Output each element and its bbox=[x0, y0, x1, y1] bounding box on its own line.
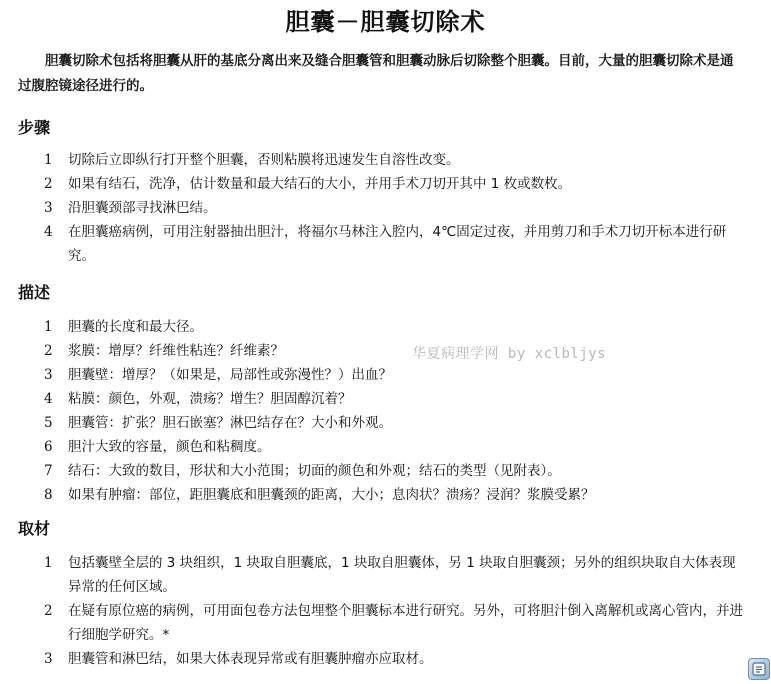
list-item bbox=[18, 459, 746, 483]
list-item bbox=[18, 599, 746, 647]
item-text: 胆囊管和淋巴结，如果大体表现异常或有胆囊肿瘤亦应取材。 bbox=[68, 651, 433, 667]
intro-paragraph: 胆囊切除术包括将胆囊从肝的基底分离出来及缝合胆囊管和胆囊动脉后切除整个胆囊。目前，大量的胆囊切除术是通过腹腔镜途径进行的。 bbox=[18, 53, 734, 94]
sampling-heading: 取材 bbox=[18, 519, 51, 538]
list-item bbox=[18, 387, 746, 411]
app-icon[interactable] bbox=[748, 658, 770, 680]
item-text: 切除后立即纵行打开整个胆囊，否则粘膜将迅速发生自溶性改变。 bbox=[68, 152, 460, 168]
watermark: 华夏病理学网 by xclbljys bbox=[412, 346, 607, 362]
item-text: 粘膜：颜色，外观，溃疡？增生？胆固醇沉着？ bbox=[68, 391, 352, 407]
list-item bbox=[18, 196, 746, 220]
item-text: 胆汁大致的容量，颜色和粘稠度。 bbox=[68, 439, 271, 455]
item-number: 8 bbox=[44, 487, 53, 503]
list-item bbox=[18, 411, 746, 435]
item-text: 在胆囊癌病例，可用注射器抽出胆汁，将福尔马林注入腔内，4℃固定过夜，并用剪刀和手术刀切开标本进行研究。 bbox=[68, 224, 727, 264]
item-number: 4 bbox=[44, 391, 53, 407]
list-item bbox=[18, 339, 746, 363]
item-number: 7 bbox=[44, 463, 53, 479]
item-number: 3 bbox=[44, 367, 53, 383]
item-text: 浆膜：增厚？纤维性粘连？纤维素？ bbox=[68, 343, 284, 359]
steps-heading: 步骤 bbox=[18, 118, 51, 137]
list-item bbox=[18, 220, 746, 268]
sampling-list bbox=[18, 551, 746, 671]
page-title: 胆囊－胆囊切除术 bbox=[285, 8, 486, 36]
item-number: 2 bbox=[44, 176, 53, 192]
item-number: 1 bbox=[44, 152, 53, 168]
item-text: 沿胆囊颈部寻找淋巴结。 bbox=[68, 200, 217, 216]
item-number: 3 bbox=[44, 200, 53, 216]
item-number: 1 bbox=[44, 319, 53, 335]
item-number: 6 bbox=[44, 439, 53, 455]
list-item bbox=[18, 363, 746, 387]
item-text: 胆囊壁：增厚？（如果是，局部性或弥漫性？）出血？ bbox=[68, 367, 392, 383]
item-number: 3 bbox=[44, 651, 53, 667]
item-number: 2 bbox=[44, 603, 53, 619]
list-item bbox=[18, 551, 746, 599]
list-item bbox=[18, 483, 746, 507]
item-text: 包括囊壁全层的 3 块组织，1 块取自胆囊底，1 块取自胆囊体，另 1 块取自胆囊颈；另外的组织块取自大体表现异常的任何区域。 bbox=[68, 555, 736, 595]
list-item bbox=[18, 435, 746, 459]
item-number: 5 bbox=[44, 415, 53, 431]
list-item bbox=[18, 172, 746, 196]
item-text: 如果有结石，洗净，估计数量和最大结石的大小，并用手术刀切开其中 1 枚或数枚。 bbox=[68, 176, 572, 192]
item-number: 1 bbox=[44, 555, 53, 571]
list-item bbox=[18, 647, 746, 671]
list-item bbox=[18, 148, 746, 172]
list-item bbox=[18, 315, 746, 339]
item-text: 胆囊的长度和最大径。 bbox=[68, 319, 203, 335]
item-text: 如果有肿瘤：部位，距胆囊底和胆囊颈的距离，大小；息肉状？溃疡？浸润？浆膜受累？ bbox=[68, 487, 595, 503]
item-text: 胆囊管：扩张？胆石嵌塞？淋巴结存在？大小和外观。 bbox=[68, 415, 392, 431]
item-text: 结石：大致的数目，形状和大小范围；切面的颜色和外观；结石的类型（见附表）。 bbox=[68, 463, 561, 479]
description-heading: 描述 bbox=[18, 283, 51, 302]
item-text: 在疑有原位癌的病例，可用面包卷方法包埋整个胆囊标本进行研究。另外，可将胆汁倒入离解机或离心管内，并进行细胞学研究。* bbox=[68, 603, 743, 643]
item-number: 4 bbox=[44, 224, 53, 240]
steps-list bbox=[18, 148, 746, 268]
description-list bbox=[18, 315, 746, 507]
item-number: 2 bbox=[44, 343, 53, 359]
